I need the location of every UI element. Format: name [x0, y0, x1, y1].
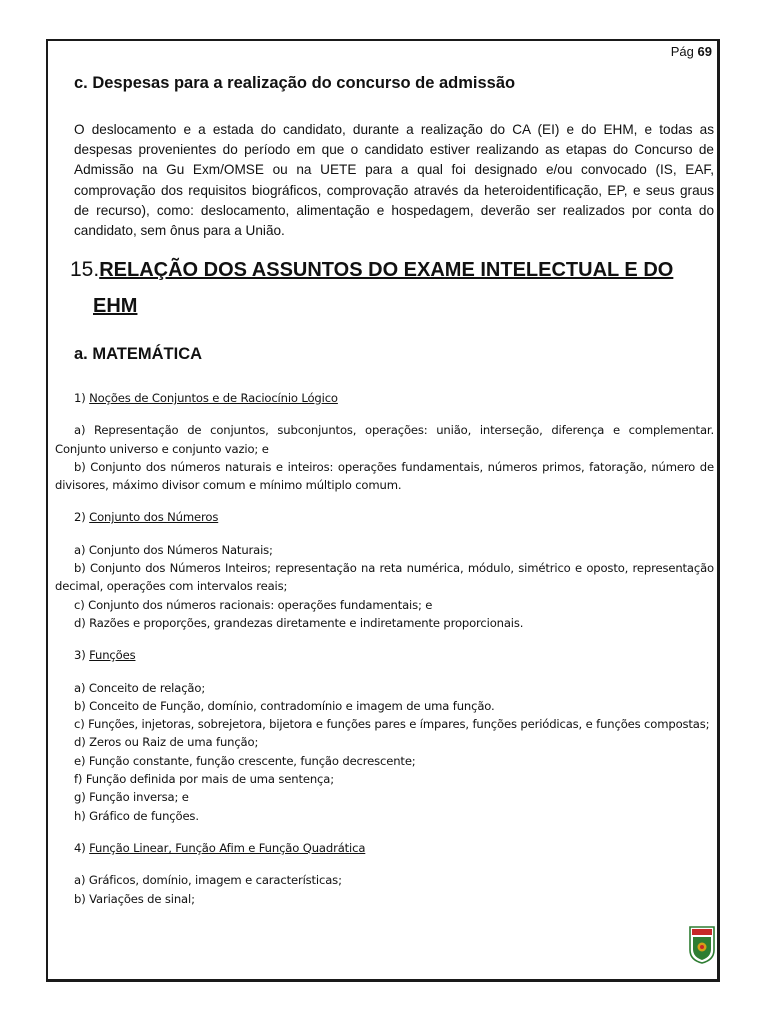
topic-title-text: Noções de Conjuntos e de Raciocínio Lógico — [89, 391, 338, 405]
list-item: b) Conjunto dos Números Inteiros; representação na reta numérica, módulo, simétrico e oposto, representação decimal, operações com intervalos reais; — [55, 561, 714, 594]
list-item: d) Razões e proporções, grandezas diretamente e indiretamente proporcionais. — [74, 615, 524, 630]
list-item: a) Conjunto dos Números Naturais; — [74, 542, 273, 557]
esa-shield-logo-icon — [689, 926, 715, 964]
page-label: Pág — [670, 44, 694, 59]
section-a-title: a. MATEMÁTICA — [74, 345, 203, 363]
list-item: d) Zeros ou Raiz de uma função; — [74, 735, 259, 750]
topic-title — [55, 508, 714, 526]
list-item: b) Variações de sinal; — [74, 891, 195, 906]
page-number-value: 69 — [697, 44, 712, 59]
list-item: e) Função constante, função crescente, função decrescente; — [74, 753, 416, 768]
section-15-title-line1: RELAÇÃO DOS ASSUNTOS DO EXAME INTELECTUAL E DO — [99, 259, 674, 281]
topic-number: 1) — [74, 391, 86, 405]
list-item: a) Conceito de relação; — [74, 680, 206, 695]
topic-title — [55, 839, 714, 857]
list-item: a) Gráficos, domínio, imagem e características; — [74, 873, 342, 888]
section-15-title-line2: EHM — [93, 295, 138, 317]
topic-title — [55, 646, 714, 664]
topic-title-text: Função Linear, Função Afim e Função Quadrática — [89, 840, 366, 855]
list-item: c) Funções, injetoras, sobrejetora, bijetora e funções pares e ímpares, funções periódicas, e funções compostas; — [74, 717, 710, 732]
page-number — [671, 44, 712, 59]
list-item: b) Conjunto dos números naturais e inteiros: operações fundamentais, números primos, fatoração, número de divisores, máximo divisor comum e mínimo múltiplo comum. — [55, 459, 714, 493]
topic-title — [55, 389, 714, 407]
section-c-paragraph: O deslocamento e a estada do candidato, durante a realização do CA (EI) e do EHM, e todas as despesas provenientes do período em que o candidato estiver realizando as etapas do Concurso de Admissão na Gu Exm/OMSE ou na UETE para a qual foi designado e/ou convocado (IS, EAF, comprovação dos requisitos biográficos, comprovação através da heteroidentificação, EP, e seus graus de recurso), como: deslocamento, alimentação e hospedagem, deverão ser realizados por conta do candidato, sem ônus para a União. — [74, 122, 714, 239]
section-c-title: c. Despesas para a realização do concurso de admissão — [74, 74, 516, 92]
list-item: a) Representação de conjuntos, subconjuntos, operações: união, interseção, diferença e complementar. Conjunto universo e conjunto vazio; e — [55, 423, 714, 456]
topic-number: 2) — [74, 510, 86, 525]
topic-number: 4) — [74, 840, 86, 855]
list-item: h) Gráfico de funções. — [74, 808, 199, 823]
list-item: b) Conceito de Função, domínio, contradomínio e imagem de uma função. — [74, 698, 495, 713]
topic-number: 3) — [74, 648, 86, 663]
section-15-number: 15. — [70, 258, 100, 281]
list-item: f) Função definida por mais de uma sentença; — [74, 772, 334, 787]
topic-title-text: Conjunto dos Números — [89, 510, 219, 525]
topic-list — [55, 389, 714, 908]
topic-title-text: Funções — [89, 648, 136, 663]
section-15-heading — [70, 252, 714, 324]
list-item: c) Conjunto dos números racionais: operações fundamentais; e — [74, 597, 433, 612]
list-item: g) Função inversa; e — [74, 790, 189, 805]
